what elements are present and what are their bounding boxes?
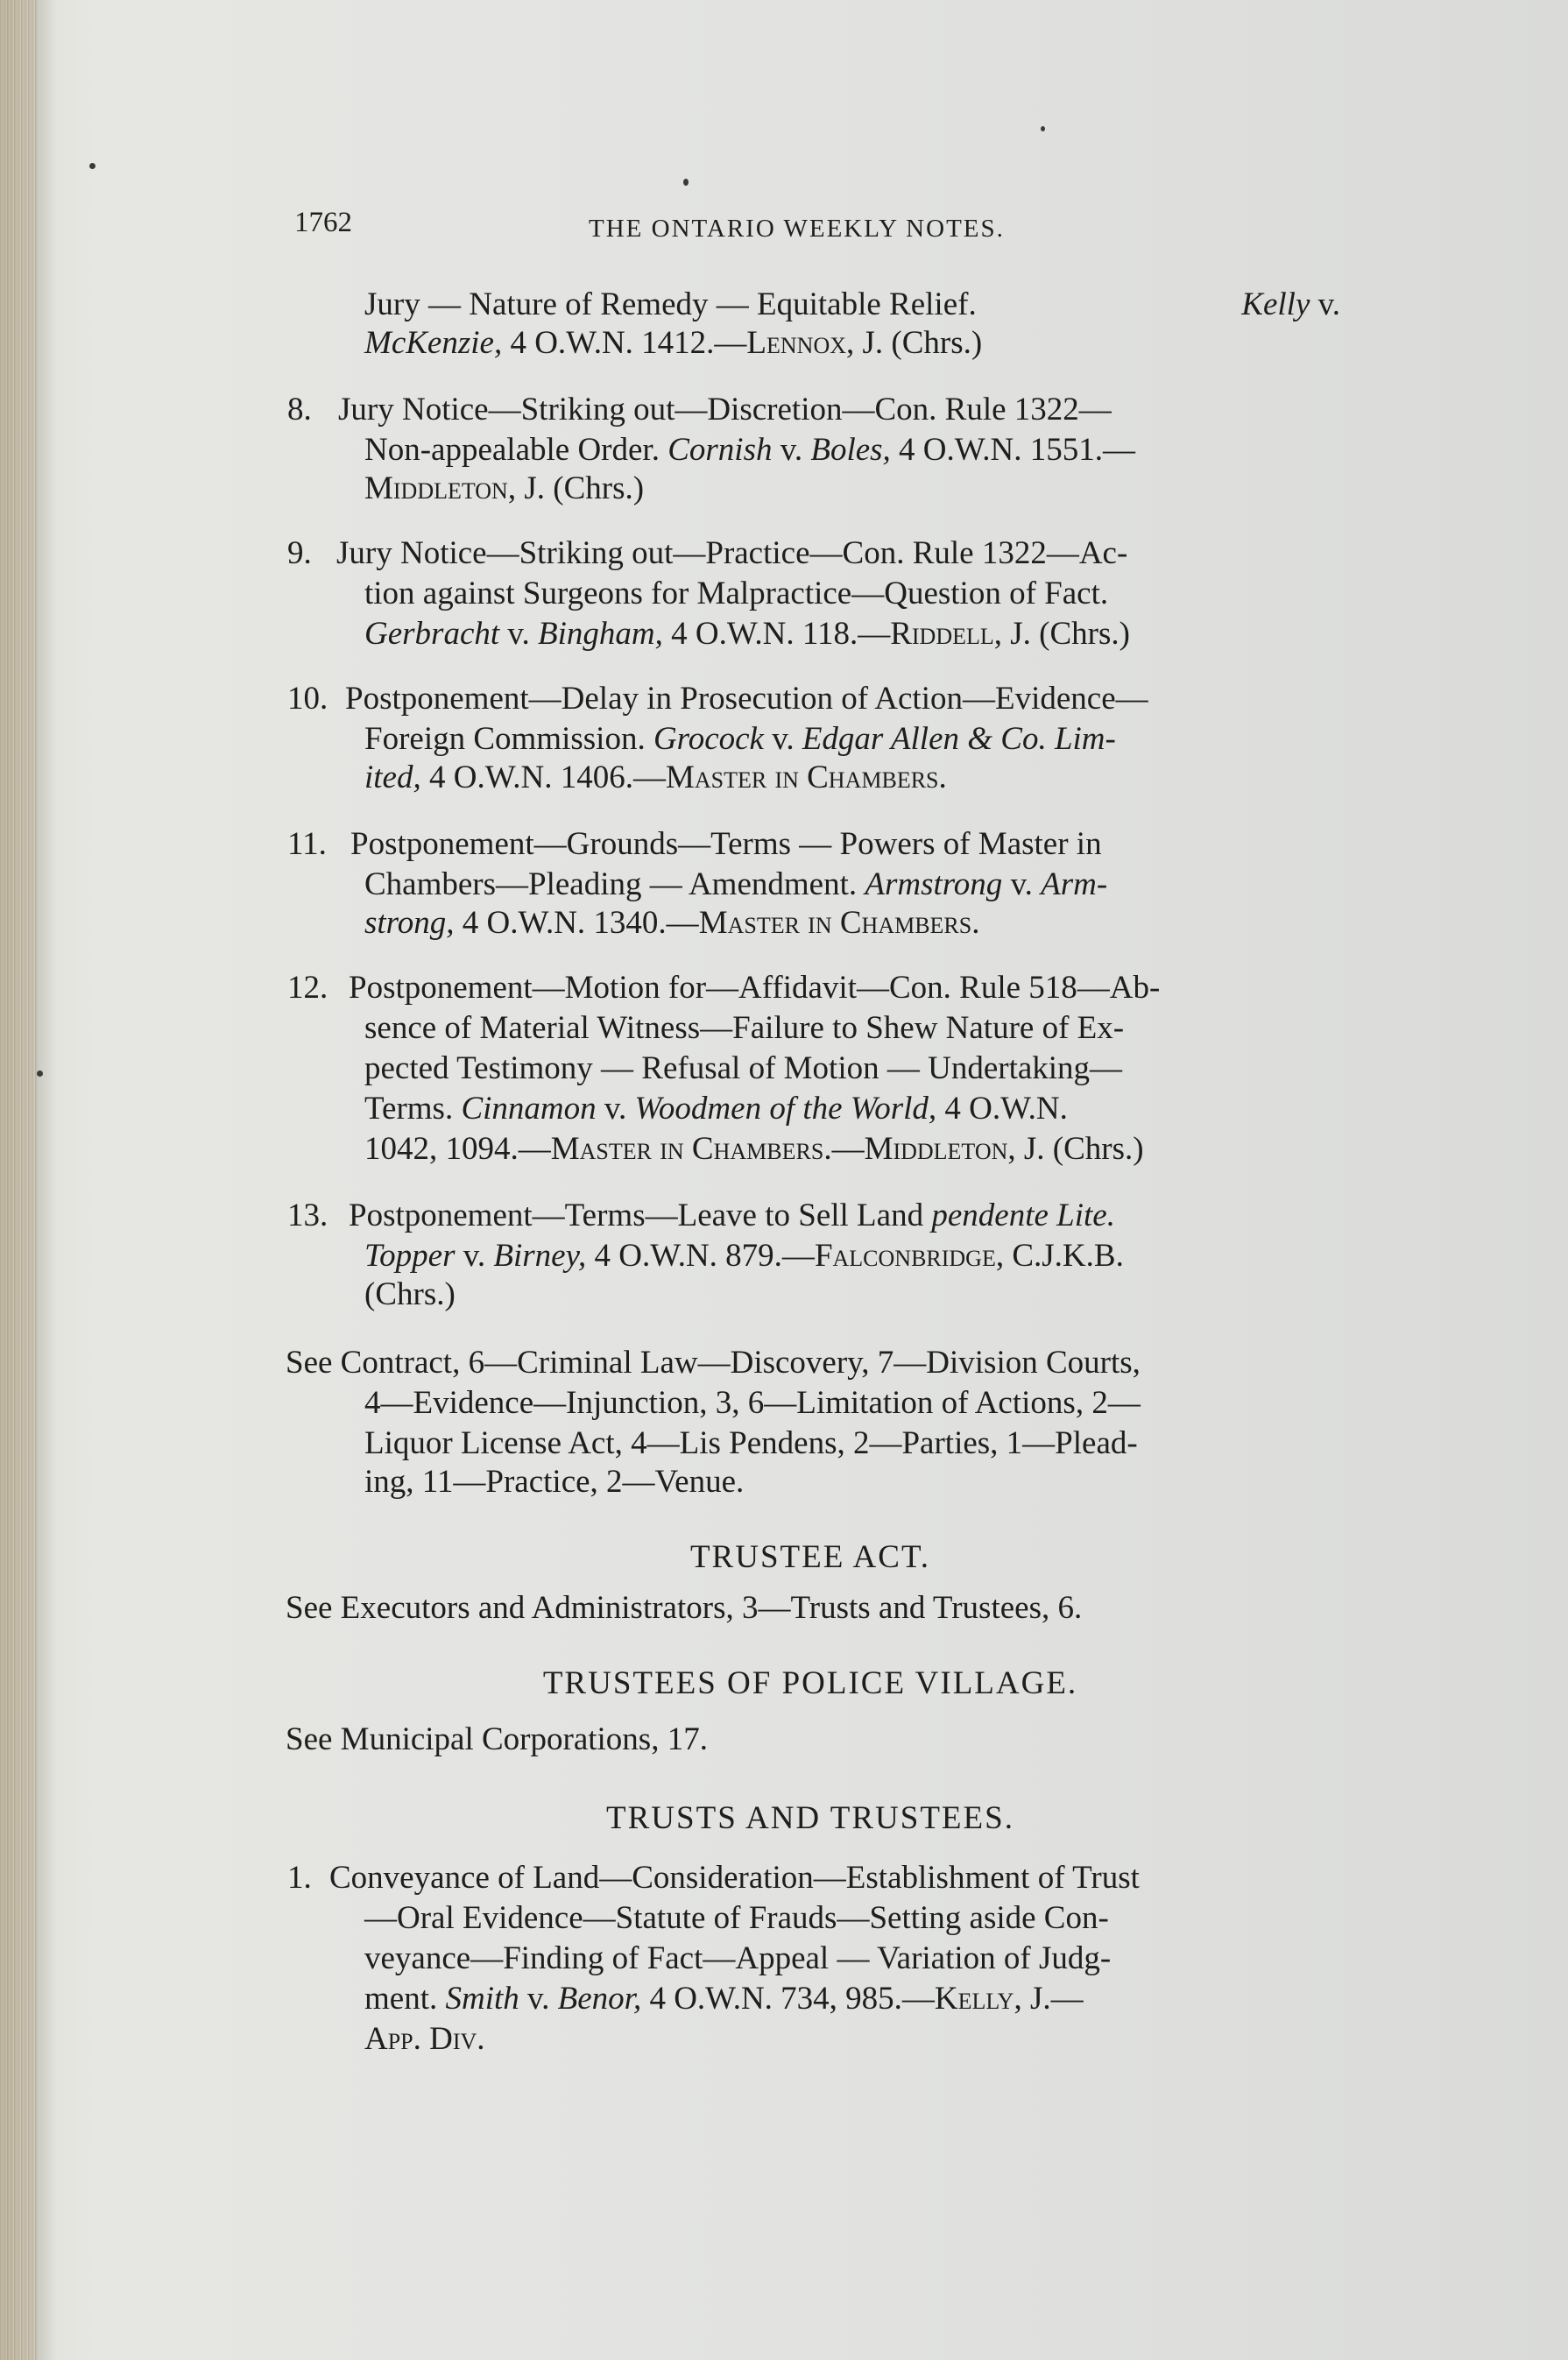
running-title: THE ONTARIO WEEKLY NOTES. [589,215,1005,243]
page-edge-binding [0,0,37,2360]
entry-line: 1042, 1094.—Master in Chambers.—Middleton, J. (Chrs.) [364,1131,1144,1167]
entry-line: Chambers—Pleading — Amendment. Armstrong v. Arm- [364,866,1108,902]
section-see-line: See Municipal Corporations, 17. [286,1721,708,1757]
entry-line: ited, 4 O.W.N. 1406.—Master in Chambers. [364,760,947,795]
see-also-line: ing, 11—Practice, 2—Venue. [364,1464,745,1500]
entry-line: Postponement—Delay in Prosecution of Action—Evidence— [345,681,1148,717]
page-number: 1762 [294,207,352,238]
entry-line: Non-appealable Order. Cornish v. Boles, 4 O.W.N. 1551.— [364,432,1136,468]
see-also-line: See Contract, 6—Criminal Law—Discovery, 7—Division Courts, [286,1345,1141,1381]
entry-number: 13. [287,1198,328,1233]
entry-line: Jury Notice—Striking out—Discretion—Con. Rule 1322— [338,392,1112,427]
entry-line: ment. Smith v. Benor, 4 O.W.N. 734, 985.—Kelly, J.— [364,1981,1084,2017]
entry-number: 11. [287,826,327,862]
entry-line: Jury Notice—Striking out—Practice—Con. Rule 1322—Ac- [336,535,1128,571]
speck-mark [1041,126,1045,131]
entry-line: Postponement—Grounds—Terms — Powers of Master in [350,826,1102,862]
speck-mark [37,1070,43,1077]
entry-line: Middleton, J. (Chrs.) [364,470,645,506]
entry-line: Foreign Commission. Grocock v. Edgar Allen & Co. Lim- [364,721,1116,757]
section-heading: TRUSTEES OF POLICE VILLAGE. [542,1665,1078,1701]
entry-line: Gerbracht v. Bingham, 4 O.W.N. 118.—Riddell, J. (Chrs.) [364,616,1130,652]
entry-line: veyance—Finding of Fact—Appeal — Variation of Judg- [364,1940,1112,1976]
entry-line: pected Testimony — Refusal of Motion — Undertaking— [364,1050,1123,1086]
entry-number: 10. [287,681,328,717]
entry-number: 8. [287,392,312,427]
entry-line: sence of Material Witness—Failure to Shew Nature of Ex- [364,1010,1125,1046]
entry-line: App. Div. [364,2021,485,2057]
entry-line: tion against Surgeons for Malpractice—Question of Fact. [364,576,1109,611]
entry-line: (Chrs.) [364,1276,456,1312]
entry-number: 12. [287,970,328,1006]
section-heading: TRUSTS AND TRUSTEES. [606,1800,1014,1836]
speck-mark [89,163,95,169]
see-also-line: Liquor License Act, 4—Lis Pendens, 2—Parties, 1—Plead- [364,1425,1138,1461]
entry-line: Postponement—Terms—Leave to Sell Land pendente Lite. [349,1198,1115,1233]
see-also-line: 4—Evidence—Injunction, 3, 6—Limitation of Actions, 2— [364,1385,1141,1421]
entry-line: Jury — Nature of Remedy — Equitable Relief. Kelly v. [364,286,1340,322]
speck-mark [683,179,689,186]
entry-line: Conveyance of Land—Consideration—Establishment of Trust [329,1860,1140,1896]
entry-line: strong, 4 O.W.N. 1340.—Master in Chambers. [364,905,980,941]
entry-number: 1. [287,1860,312,1896]
entry-number: 9. [287,535,312,571]
entry-line: —Oral Evidence—Statute of Frauds—Setting aside Con- [364,1900,1109,1936]
entry-line: Topper v. Birney, 4 O.W.N. 879.—Falconbridge, C.J.K.B. [364,1238,1124,1274]
section-heading: TRUSTEE ACT. [689,1539,931,1575]
entry-line: McKenzie, 4 O.W.N. 1412.—Lennox, J. (Chrs.) [364,325,983,361]
entry-line: Terms. Cinnamon v. Woodmen of the World, 4 O.W.N. [364,1091,1068,1127]
section-see-line: See Executors and Administrators, 3—Trusts and Trustees, 6. [286,1590,1083,1626]
page-gutter-shadow [37,0,56,2360]
entry-line: Postponement—Motion for—Affidavit—Con. Rule 518—Ab- [349,970,1161,1006]
